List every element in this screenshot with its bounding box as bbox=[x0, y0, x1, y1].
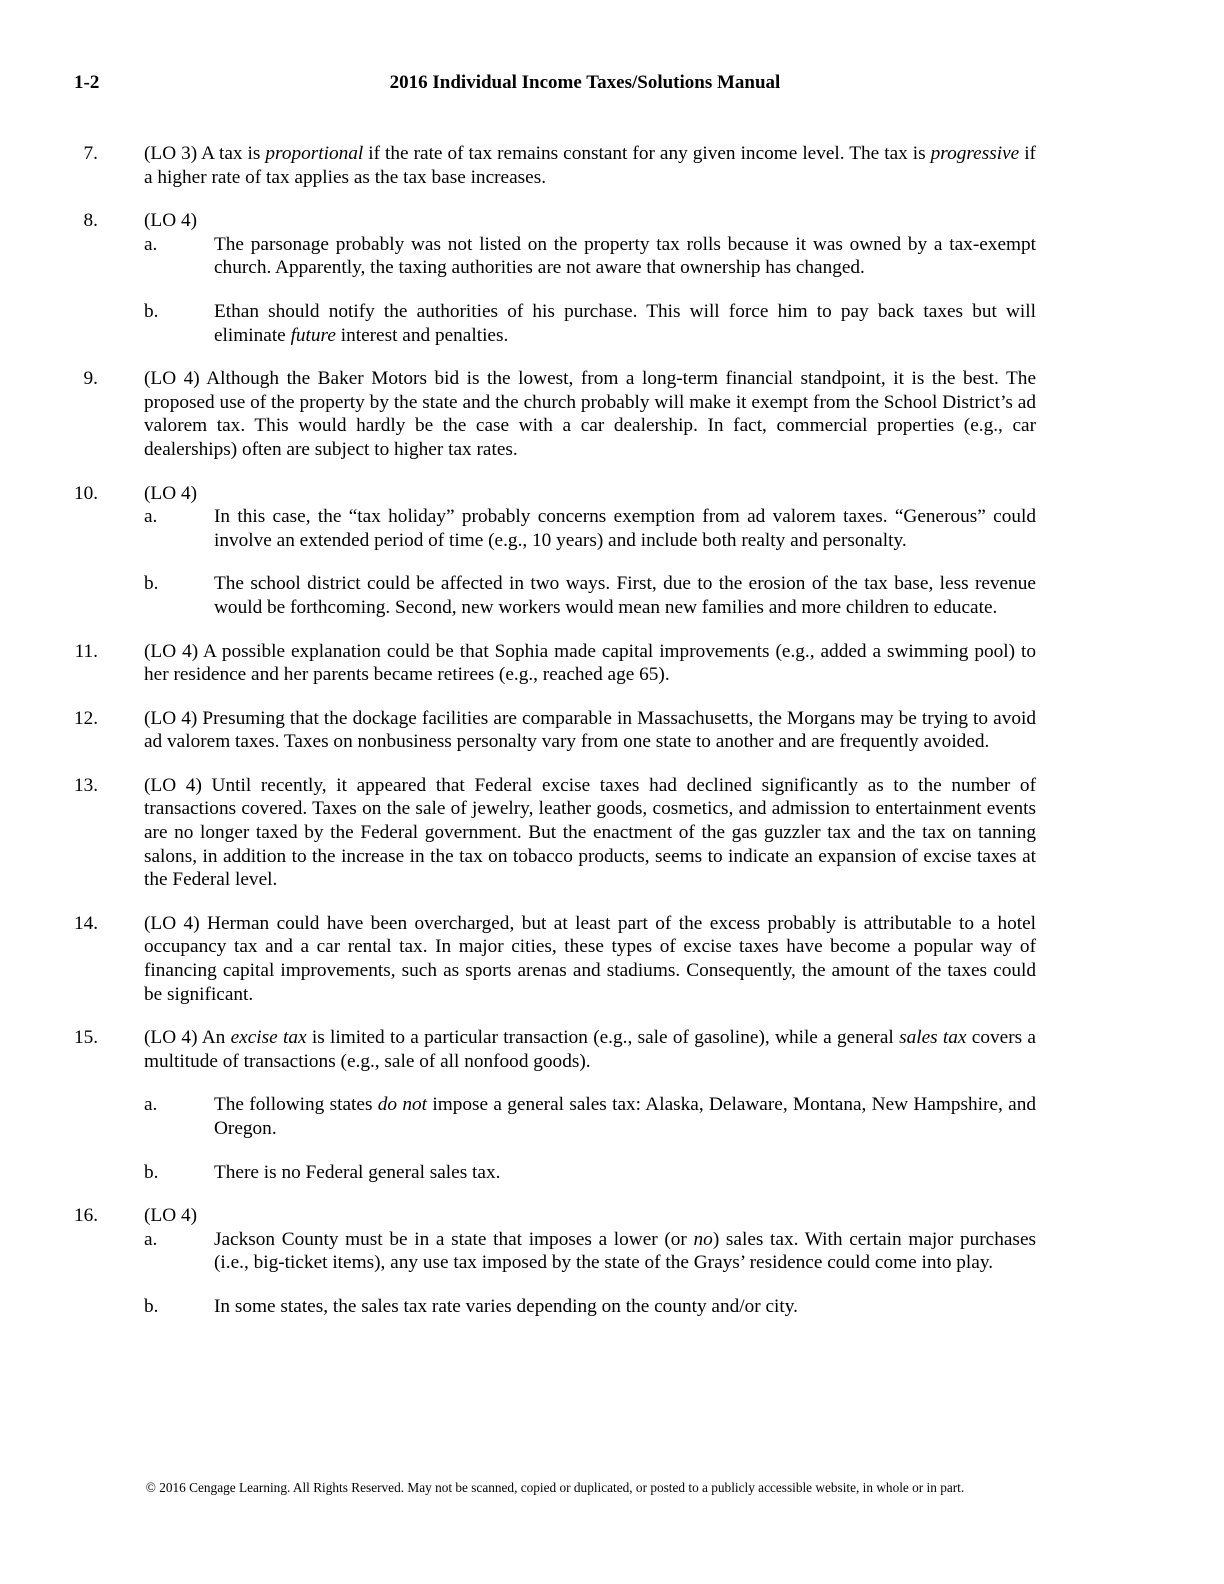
term-no: no bbox=[693, 1228, 713, 1250]
question-10 bbox=[74, 482, 1036, 620]
sub-text: The school district could be affected in two ways. First, due to the erosion of the tax base, less revenue would be forthcoming. Second, new workers would mean new families and more children to educate. bbox=[214, 573, 1036, 618]
answer-text: (LO 4) A possible explanation could be that Sophia made capital improvements (e.g., added a swimming pool) to her residence and her parents became retirees (e.g., reached age 65). bbox=[144, 640, 1036, 686]
question-number: 11. bbox=[74, 640, 98, 662]
term-excise-tax: excise tax bbox=[230, 1027, 307, 1049]
sub-answer-b bbox=[144, 1161, 1036, 1185]
term-proportional: proportional bbox=[265, 143, 364, 164]
sub-letter: b. bbox=[144, 1161, 159, 1183]
learning-objective: (LO 4) bbox=[144, 1205, 198, 1227]
answer-text: (LO 4) Although the Baker Motors bid is the lowest, from a long-term financial standpoint, it is the best. The proposed use of the property by the state and the church probably will make it exempt from the School District’s ad valorem tax. This would hardly be the case with a car dealership. In fact, commercial properties (e.g., car dealerships) often are subject to higher tax rates. bbox=[144, 368, 1036, 460]
sub-text: There is no Federal general sales tax. bbox=[214, 1161, 501, 1183]
question-14 bbox=[74, 912, 1036, 1006]
sub-letter: b. bbox=[144, 573, 159, 595]
sub-text: Ethan should notify the authorities of his purchase. This will force him to pay back taxes but will eliminate future interest and penalties. bbox=[214, 300, 1036, 346]
question-number: 16. bbox=[74, 1205, 99, 1227]
answer-text: (LO 3) A tax is proportional if the rate of tax remains constant for any given income level. The tax is progressive if a higher rate of tax applies as the tax base increases. bbox=[144, 143, 1036, 188]
solutions-list bbox=[74, 142, 1036, 1339]
sub-letter: a. bbox=[144, 506, 158, 528]
sub-answer-b bbox=[144, 300, 1036, 347]
sub-answer-a bbox=[144, 233, 1036, 280]
sub-answer-b bbox=[144, 1295, 1036, 1319]
question-7 bbox=[74, 142, 1036, 189]
sub-letter: a. bbox=[144, 233, 158, 255]
learning-objective: (LO 4) bbox=[144, 482, 198, 504]
question-13 bbox=[74, 774, 1036, 892]
sub-answer-a bbox=[144, 505, 1036, 552]
page-title: 2016 Individual Income Taxes/Solutions Manual bbox=[389, 72, 781, 93]
answer-text: (LO 4) An excise tax is limited to a particular transaction (e.g., sale of gasoline), while a general sales tax covers a multitude of transactions (e.g., sale of all nonfood goods). bbox=[144, 1027, 1036, 1072]
sub-answer-b bbox=[144, 572, 1036, 619]
term-progressive: progressive bbox=[930, 143, 1020, 164]
question-8 bbox=[74, 209, 1036, 347]
page-header bbox=[74, 72, 1036, 98]
sub-letter: a. bbox=[144, 1094, 158, 1116]
copyright-footer: © 2016 Cengage Learning. All Rights Reserved. May not be scanned, copied or duplicated, or posted to a publicly accessible website, in whole or in part. bbox=[145, 1480, 965, 1495]
question-number: 14. bbox=[74, 912, 99, 934]
sub-letter: a. bbox=[144, 1228, 158, 1250]
sub-text: In some states, the sales tax rate varies depending on the county and/or city. bbox=[214, 1295, 798, 1317]
term-future: future bbox=[290, 324, 336, 346]
question-number: 8. bbox=[83, 210, 98, 232]
question-number: 13. bbox=[74, 774, 99, 796]
learning-objective: (LO 4) bbox=[144, 210, 198, 232]
question-12 bbox=[74, 707, 1036, 754]
answer-text: (LO 4) Herman could have been overcharged, but at least part of the excess probably is attributable to a hotel occupancy tax and a car rental tax. In major cities, these types of excise taxes have become a popular way of financing capital improvements, such as sports arenas and stadiums. Consequently, the amount of the taxes could be significant. bbox=[144, 912, 1036, 1005]
sub-text: In this case, the “tax holiday” probably concerns exemption from ad valorem taxes. “Generous” could involve an extended period of time (e.g., 10 years) and include both realty and personalty. bbox=[214, 506, 1036, 551]
answer-text: (LO 4) Presuming that the dockage facilities are comparable in Massachusetts, the Morgans may be trying to avoid ad valorem taxes. Taxes on nonbusiness personalty vary from one state to another and are frequently avoided. bbox=[144, 707, 1036, 753]
question-15 bbox=[74, 1026, 1036, 1184]
sub-text: Jackson County must be in a state that imposes a lower (or no) sales tax. With certain major purchases (i.e., big-ticket items), any use tax imposed by the state of the Grays’ residence could come into play. bbox=[214, 1228, 1036, 1274]
question-16 bbox=[74, 1204, 1036, 1318]
question-11 bbox=[74, 640, 1036, 687]
question-number: 9. bbox=[83, 368, 98, 390]
term-sales-tax: sales tax bbox=[899, 1027, 967, 1049]
term-do-not: do not bbox=[377, 1094, 428, 1116]
sub-answer-a bbox=[144, 1093, 1036, 1140]
sub-letter: b. bbox=[144, 300, 159, 322]
sub-letter: b. bbox=[144, 1295, 159, 1317]
sub-text: The parsonage probably was not listed on the property tax rolls because it was owned by a tax-exempt church. Apparently, the taxing authorities are not aware that ownership has changed. bbox=[214, 233, 1036, 279]
question-9 bbox=[74, 367, 1036, 461]
question-number: 7. bbox=[83, 143, 98, 164]
question-number: 12. bbox=[74, 707, 99, 729]
sub-answer-a bbox=[144, 1228, 1036, 1275]
question-number: 10. bbox=[74, 482, 99, 504]
question-number: 15. bbox=[74, 1027, 99, 1049]
sub-text: The following states do not impose a general sales tax: Alaska, Delaware, Montana, New Hampshire, and Oregon. bbox=[214, 1094, 1036, 1139]
page-number: 1-2 bbox=[74, 72, 100, 93]
answer-text: (LO 4) Until recently, it appeared that Federal excise taxes had declined significantly as to the number of transactions covered. Taxes on the sale of jewelry, leather goods, cosmetics, and admission to entertainment events are no longer taxed by the Federal government. But the enactment of the gas guzzler tax and the tax on tanning salons, in addition to the increase in the tax on tobacco products, seems to indicate an expansion of excise taxes at the Federal level. bbox=[144, 774, 1036, 891]
